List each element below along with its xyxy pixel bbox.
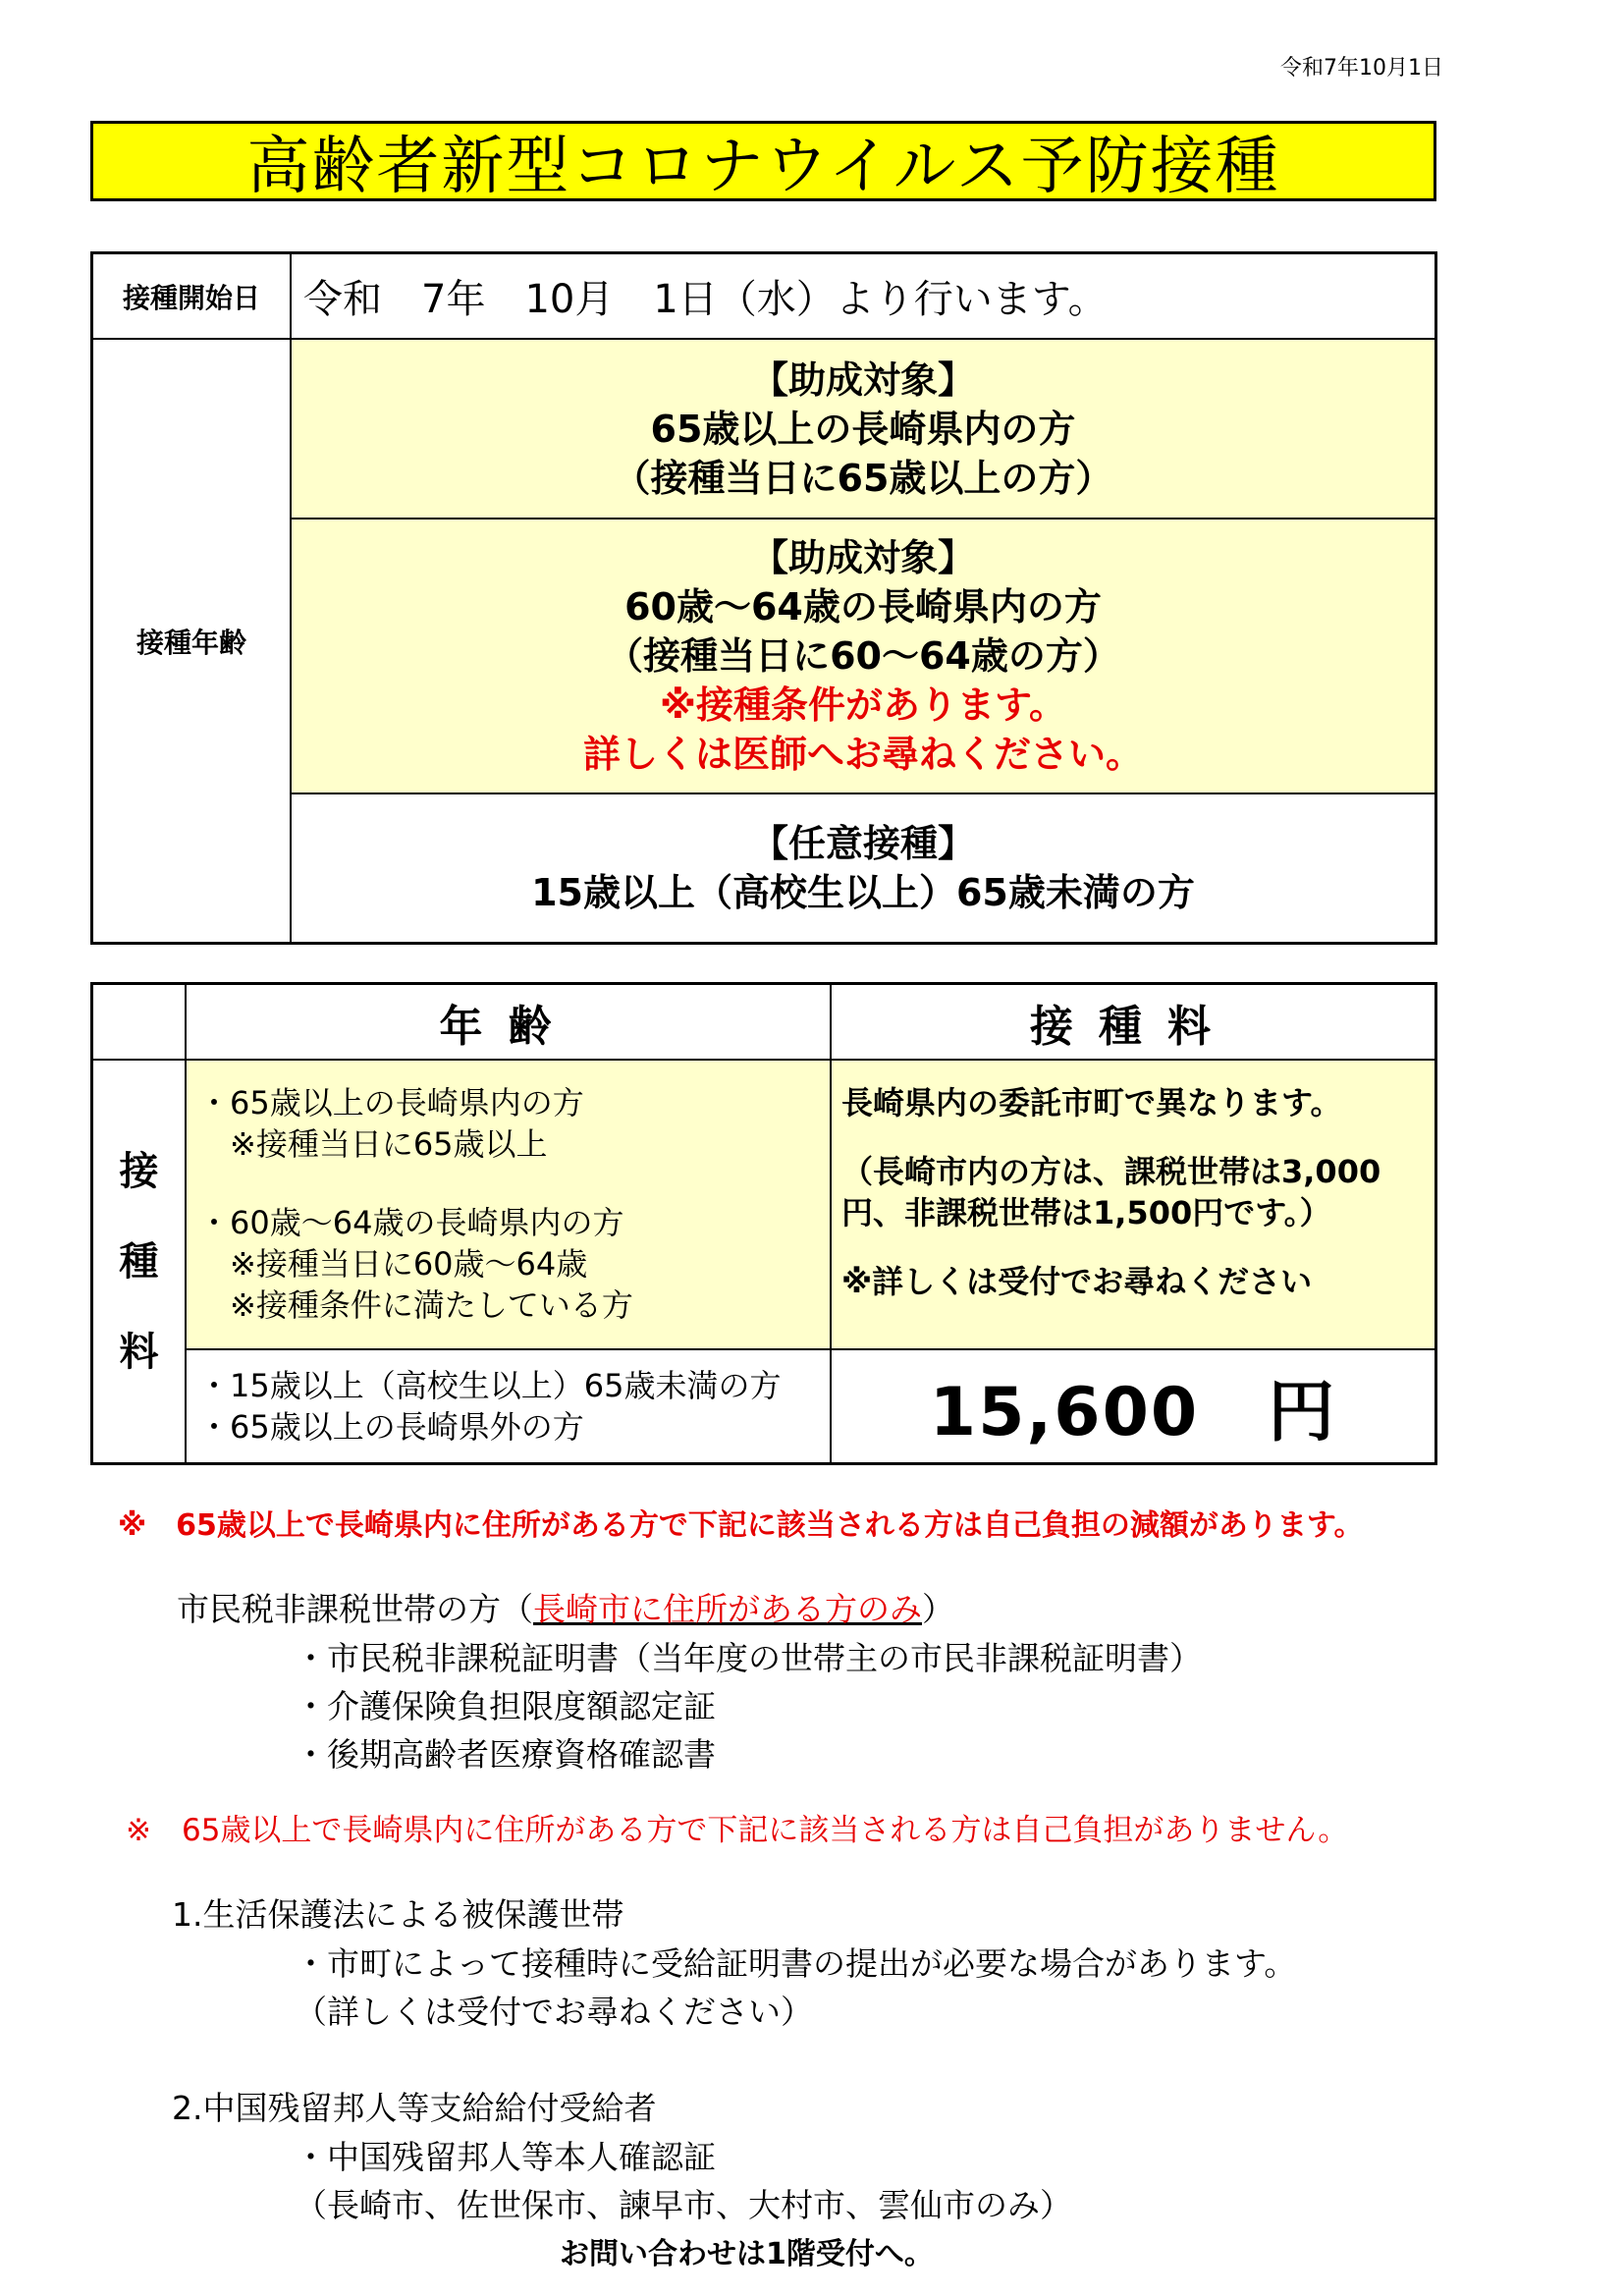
list-item: （詳しくは受付でお尋ねください） bbox=[295, 1993, 813, 2031]
age-label: 接種年齢 bbox=[93, 340, 292, 942]
reduction-note: ※ 65歳以上で長崎県内に住所がある方で下記に該当される方は自己負担の減額があります。 bbox=[118, 1508, 1364, 1543]
general-age-cell bbox=[187, 1350, 832, 1462]
item2-title: 2.中国残留邦人等支給給付受給者 bbox=[172, 2089, 657, 2127]
list-item: ・65歳以上の長崎県外の方 bbox=[198, 1408, 584, 1446]
subsidized-fee-cell bbox=[832, 1061, 1435, 1350]
list-item: ・中国残留邦人等本人確認証 bbox=[295, 2138, 716, 2176]
list-item: ・市町によって接種時に受給証明書の提出が必要な場合があります。 bbox=[295, 1944, 1297, 1983]
no-charge-note: ※ 65歳以上で長崎県内に住所がある方で下記に該当される方は自己負担がありません。 bbox=[126, 1813, 1349, 1848]
spacer bbox=[841, 1233, 1435, 1261]
fee-line: 長崎県内の委託市町で異なります。 bbox=[841, 1084, 1342, 1121]
list-item: ※接種当日に60歳～64歳 bbox=[198, 1245, 588, 1283]
spacer bbox=[841, 1123, 1435, 1151]
fee-line: （長崎市内の方は、課税世帯は3,000 bbox=[841, 1153, 1381, 1190]
household-condition: 長崎市に住所がある方のみ bbox=[533, 1590, 922, 1628]
item2-details bbox=[295, 2133, 1072, 2229]
list-item: （長崎市、佐世保市、諫早市、大村市、雲仙市のみ） bbox=[295, 2186, 1072, 2224]
start-date-label: 接種開始日 bbox=[93, 254, 292, 340]
vaccination-info-table bbox=[90, 251, 1437, 945]
list-item: ※接種当日に65歳以上 bbox=[198, 1125, 548, 1163]
block-heading: 【助成対象】 bbox=[750, 357, 975, 402]
document-date: 令和7年10月1日 bbox=[1280, 56, 1443, 81]
header-age: 年齢 bbox=[187, 985, 832, 1061]
list-item: ・65歳以上の長崎県内の方 bbox=[198, 1084, 584, 1121]
fee-table bbox=[90, 982, 1437, 1465]
block-heading: 【助成対象】 bbox=[750, 536, 975, 579]
page-title: 高齢者新型コロナウイルス予防接種 bbox=[90, 121, 1436, 201]
corner-cell bbox=[93, 985, 187, 1061]
spacer bbox=[198, 1165, 830, 1202]
voluntary-vaccination-block bbox=[292, 794, 1435, 942]
household-heading bbox=[177, 1585, 954, 1633]
fee-line: ※詳しくは受付でお尋ねください bbox=[841, 1263, 1313, 1300]
list-item: ・後期高齢者医療資格確認書 bbox=[295, 1735, 716, 1774]
general-fee-price: 15,600 円 bbox=[929, 1373, 1337, 1451]
block-heading: 【任意接種】 bbox=[750, 822, 975, 865]
block-line: 15歳以上（高校生以上）65歳未満の方 bbox=[531, 871, 1195, 914]
list-item: ※接種条件に満たしている方 bbox=[198, 1286, 633, 1324]
item1-details bbox=[295, 1940, 1296, 2036]
item1-title: 1.生活保護法による被保護世帯 bbox=[172, 1895, 624, 1934]
subsidy-60-64-block bbox=[292, 519, 1435, 794]
fee-line: 円、非課税世帯は1,500円です。） bbox=[841, 1194, 1331, 1231]
list-item: ・市民税非課税証明書（当年度の世帯主の市民非課税証明書） bbox=[295, 1639, 1202, 1677]
list-item: ・介護保険負担限度額認定証 bbox=[295, 1687, 716, 1725]
ask-doctor-note: 詳しくは医師へお尋ねください。 bbox=[582, 733, 1143, 776]
subsidy-65-plus-block bbox=[292, 340, 1435, 519]
condition-warning: ※接種条件があります。 bbox=[660, 683, 1066, 727]
contact-note: お問い合わせは1階受付へ。 bbox=[560, 2237, 934, 2271]
block-line: 60歳～64歳の長崎県内の方 bbox=[624, 585, 1102, 629]
fee-side-label: 接 種 料 bbox=[93, 1061, 187, 1462]
block-line: （接種当日に60～64歳の方） bbox=[606, 634, 1120, 678]
block-line: 65歳以上の長崎県内の方 bbox=[650, 407, 1076, 451]
list-item: ・60歳～64歳の長崎県内の方 bbox=[198, 1204, 624, 1241]
block-line: （接種当日に65歳以上の方） bbox=[613, 456, 1113, 500]
household-suffix: ） bbox=[922, 1590, 954, 1628]
list-item: ・15歳以上（高校生以上）65歳未満の方 bbox=[198, 1367, 782, 1404]
start-date-value: 令和 7年 10月 1日（水）より行います。 bbox=[292, 254, 1435, 340]
header-fee: 接種料 bbox=[832, 985, 1435, 1061]
household-item-list bbox=[295, 1634, 1202, 1778]
subsidized-age-cell bbox=[187, 1061, 832, 1350]
household-prefix: 市民税非課税世帯の方（ bbox=[177, 1590, 533, 1628]
